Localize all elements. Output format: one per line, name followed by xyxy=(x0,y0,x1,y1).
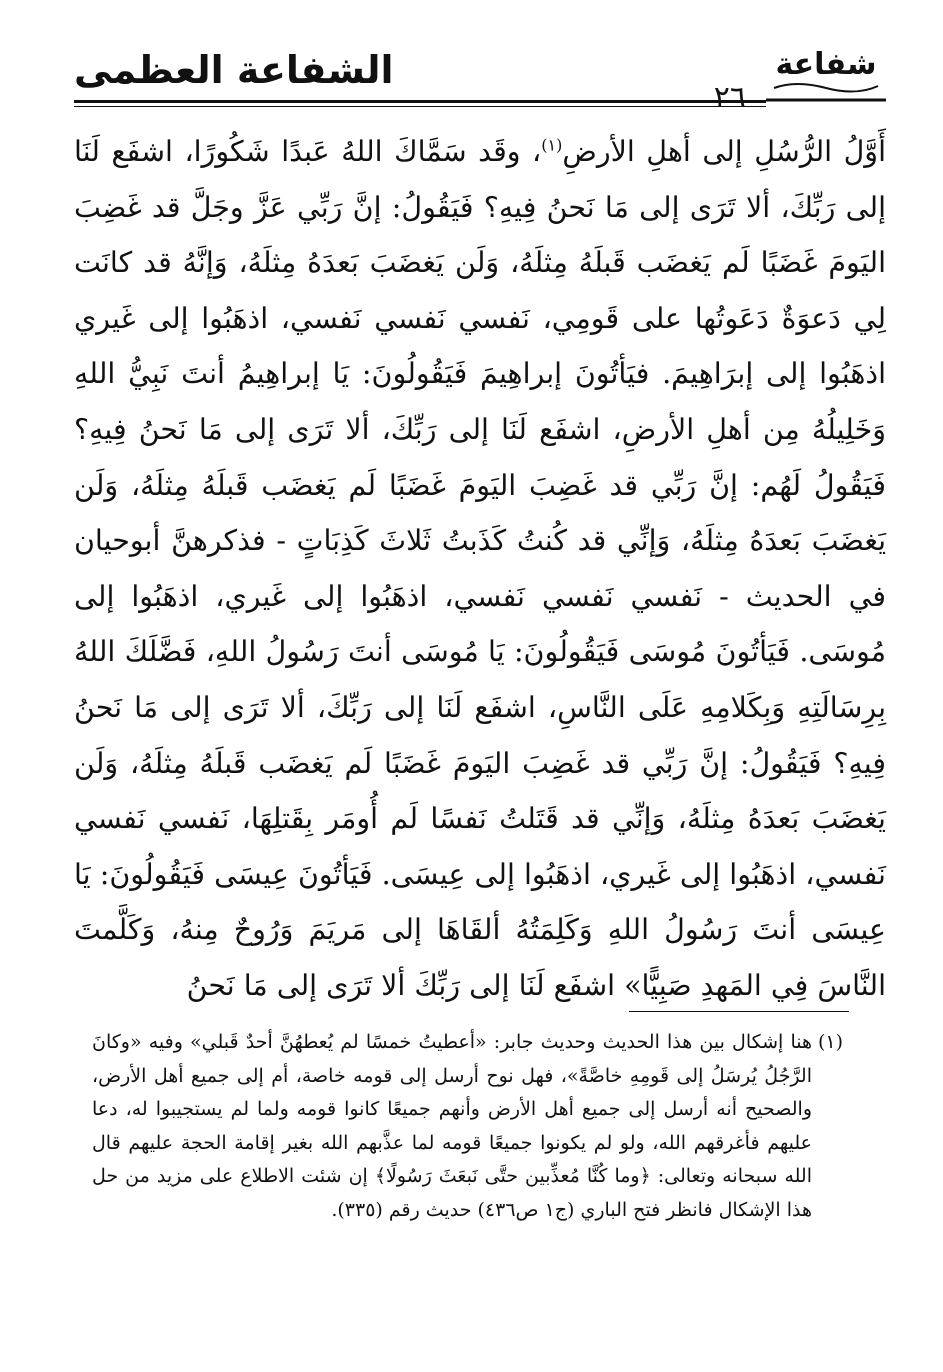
footnote-text: هنا إشكال بين هذا الحديث وحديث جابر: «أعطيتُ خمسًا لم يُعطهُنَّ أحدٌ قَبلي» وفيه «وكانَ الرَّجُلُ يُرسَلُ إلى قَومِهِ خاصَّةً»، فهل نوح أرسل إلى قومه خاصة، أم إلى جميع أهل الأرض، والصحيح أنه أرسل إلى جميع أهل الأرض وأنهم جميعًا كانوا قومه ولما لم يستجيبوا له، دعا عليهم فأغرقهم الله، ولو لم يكونوا جميعًا قومه لما عذَّبهم الله بغير إقامة الحجة عليهم قال الله سبحانه وتعالى: ﴿وما كُنَّا مُعذِّبين حتَّى نَبعَثَ رَسُولًا﴾ إن شئت الاطلاع على مزيد من حل هذا الإشكال فانظر فتح الباري (ج١ ص٤٣٦) حديث رقم (٣٣٥). xyxy=(92,1031,812,1221)
running-title: الشفاعة العظمى xyxy=(74,48,394,92)
logo-flourish xyxy=(774,84,878,92)
page-header xyxy=(74,40,886,115)
page-number: ٢٦ xyxy=(713,80,746,115)
series-logo-text: شفاعة xyxy=(775,47,877,82)
text-part-1: أَوَّلُ الرُّسُلِ إلى أهلِ الأرضِ xyxy=(562,135,886,168)
series-logo xyxy=(766,40,886,110)
header-rule-thin xyxy=(74,106,766,107)
header-rule xyxy=(74,100,766,103)
main-text xyxy=(74,124,886,1014)
footnote-separator xyxy=(629,1011,849,1012)
footnote-number: (١) xyxy=(817,1031,843,1053)
text-part-2: ، وقَد سَمَّاكَ اللهُ عَبدًا شَكُورًا، اشفَع لَنَا إلى رَبِّكَ، ألا تَرَى إلى مَا نَحنُ فِيهِ؟ فَيَقُولُ: إنَّ رَبِّي عَزَّ وجَلَّ قد غَضِبَ اليَومَ غَضَبًا لَم يَغضَب قَبلَهُ مِثلَهُ، وَلَن يَغضَبَ بَعدَهُ مِثلَهُ، وَإنَّهُ قد كانَت لِي دَعوَةٌ دَعَوتُها على قَومِي، نَفسي نَفسي نَفسي، اذهَبُوا إلى غَيري اذهَبُوا إلى إبرَاهِيمَ. فيَأتُونَ إبراهِيمَ فَيَقُولُونَ: يَا إبراهِيمُ أنتَ نَبِيُّ اللهِ وَخَلِيلُهُ مِن أهلِ الأرضِ، اشفَع لَنَا إلى رَبِّكَ، ألا تَرَى إلى مَا نَحنُ فِيهِ؟ فَيَقُولُ لَهُم: إنَّ رَبِّي قد غَضِبَ اليَومَ غَضَبًا لَم يَغضَب قَبلَهُ مِثلَهُ، وَلَن يَغضَبَ بَعدَهُ مِثلَهُ، وَإنِّي قد كُنتُ كَذَبتُ ثَلاثَ كَذِبَاتٍ - فذكرهنَّ أبوحيان في الحديث - نَفسي نَفسي نَفسي، اذهَبُوا إلى غَيري، اذهَبُوا إلى مُوسَى. فَيَأتُونَ مُوسَى فَيَقُولُونَ: يَا مُوسَى أنتَ رَسُولُ اللهِ، فَضَّلَكَ اللهُ بِرِسَالَتِهِ وَبِكَلامِهِ عَلَى النَّاسِ، اشفَع لَنَا إلى رَبِّكَ، ألا تَرَى إلى مَا نَحنُ فِيهِ؟ فَيَقُولُ: إنَّ رَبِّي قد غَضِبَ اليَومَ غَضَبًا لَم يَغضَب قَبلَهُ مِثلَهُ، وَلَن يَغضَبَ بَعدَهُ مِثلَهُ، وَإنِّي قد قَتَلتُ نَفسًا لَم أُومَر بِقَتلِهَا، نَفسي نَفسي نَفسي، اذهَبُوا إلى غَيري، اذهَبُوا إلى عِيسَى. فَيَأتُونَ عِيسَى فَيَقُولُونَ: يَا عِيسَى أنتَ رَسُولُ اللهِ وَكَلِمَتُهُ ألقَاهَا إلى مَريَمَ وَرُوحٌ مِنهُ، وَكَلَّمتَ النَّاسَ فِي المَهدِ صَبِيًّا» اشفَع لَنَا إلى رَبِّكَ ألا تَرَى إلى مَا نَحنُ xyxy=(74,135,886,1002)
footnote-reference: (١) xyxy=(541,135,563,155)
hadith-paragraph xyxy=(74,124,886,1014)
